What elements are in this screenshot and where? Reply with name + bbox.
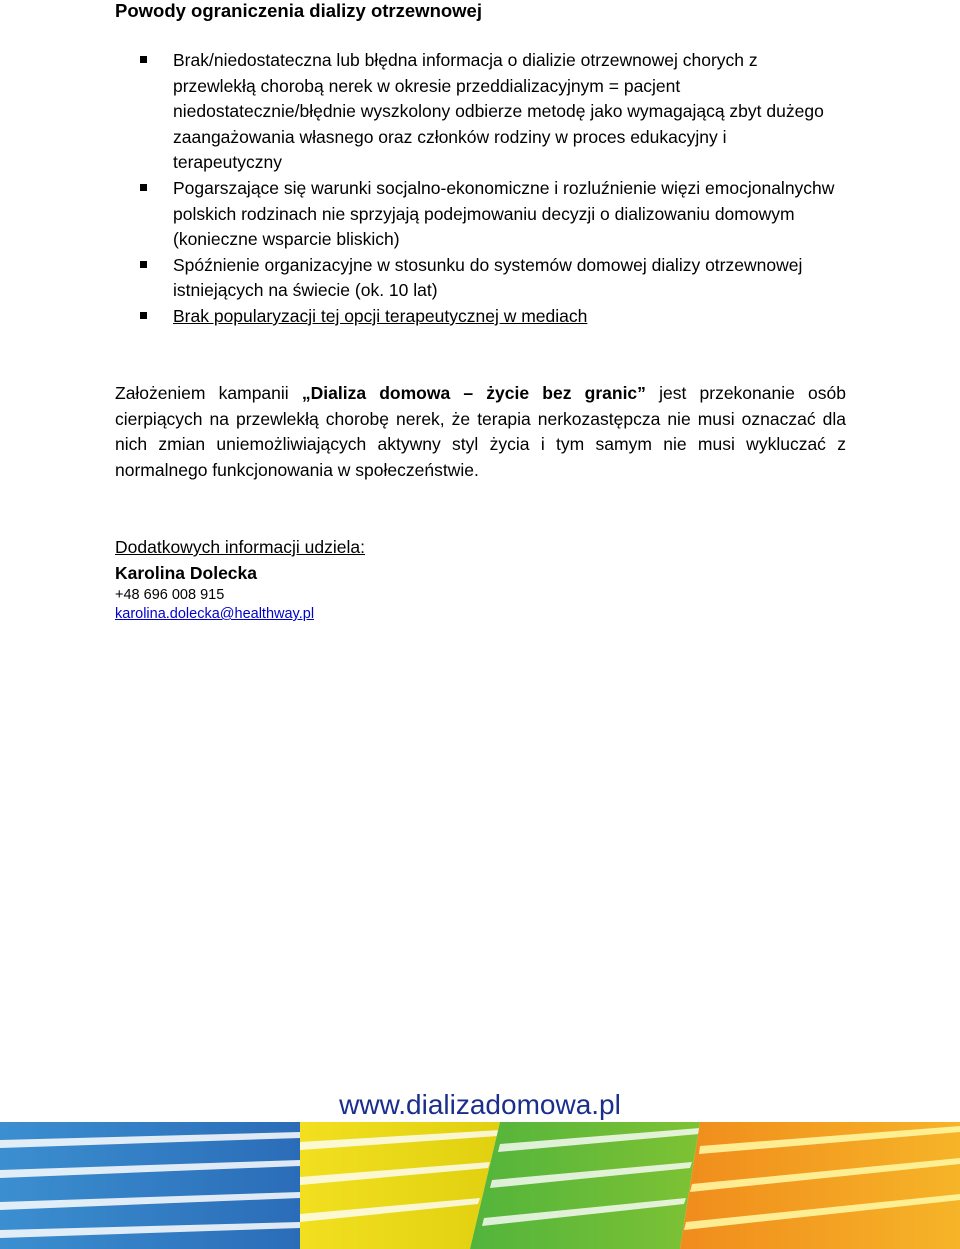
list-item-text: Brak popularyzacji tej opcji terapeutycznej w mediach bbox=[173, 305, 588, 326]
banner-green-block bbox=[470, 1122, 700, 1249]
square-bullet-icon bbox=[140, 312, 147, 319]
list-item-text: Spóźnienie organizacyjne w stosunku do systemów domowej dializy otrzewnowej istniejących na świecie (ok. 10 lat) bbox=[173, 254, 803, 301]
contact-email-link[interactable]: karolina.dolecka@healthway.pl bbox=[115, 606, 315, 622]
square-bullet-icon bbox=[140, 261, 147, 268]
list-item-text: Pogarszające się warunki socjalno-ekonomiczne i rozluźnienie więzi emocjonalnychw polskich rodzinach nie sprzyjają podejmowaniu decyzji o dializowaniu domowym (konieczne wsparcie bliskich) bbox=[173, 177, 835, 250]
contact-phone: +48 696 008 915 bbox=[115, 587, 225, 603]
paragraph-body: jest przekonanie osób cierpiących na przewlekłą chorobę nerek, że terapia nerkozastępcza nie musi oznaczać dla nich zmian uniemożliwiających aktywny styl życia i tym samym nie musi wykluczać z normalnego funkcjonowania w społeczeństwie. bbox=[115, 383, 846, 480]
campaign-name: „Dializa domowa – życie bez granic” bbox=[301, 383, 646, 403]
list-item-text: Brak/niedostateczna lub błędna informacja o dializie otrzewnowej chorych z przewlekłą chorobą nerek w okresie przeddializacyjnym = pacjent niedostatecznie/błędnie wyszkolony odbierze metodę jako wymagającą zbyt dużego zaangażowania własnego oraz członków rodziny w proces edukacyjny i terapeutyczny bbox=[173, 50, 824, 173]
banner-blue-block bbox=[0, 1122, 300, 1249]
section-heading: Powody ograniczenia dializy otrzewnowej bbox=[115, 0, 482, 21]
list-item bbox=[140, 304, 840, 330]
website-url: www.dializadomowa.pl bbox=[339, 1089, 621, 1120]
paragraph-intro: Założeniem kampanii bbox=[115, 383, 302, 403]
contact-name: Karolina Dolecka bbox=[115, 563, 257, 583]
contact-heading: Dodatkowych informacji udziela: bbox=[115, 537, 365, 557]
campaign-paragraph bbox=[115, 381, 846, 483]
list-item bbox=[140, 253, 840, 304]
footer-color-banner bbox=[0, 1122, 960, 1249]
list-item bbox=[140, 48, 840, 176]
banner-yellow-block bbox=[300, 1122, 500, 1249]
reasons-list bbox=[140, 48, 840, 330]
square-bullet-icon bbox=[140, 56, 147, 63]
square-bullet-icon bbox=[140, 184, 147, 191]
list-item bbox=[140, 176, 840, 253]
banner-orange-block bbox=[680, 1122, 960, 1249]
